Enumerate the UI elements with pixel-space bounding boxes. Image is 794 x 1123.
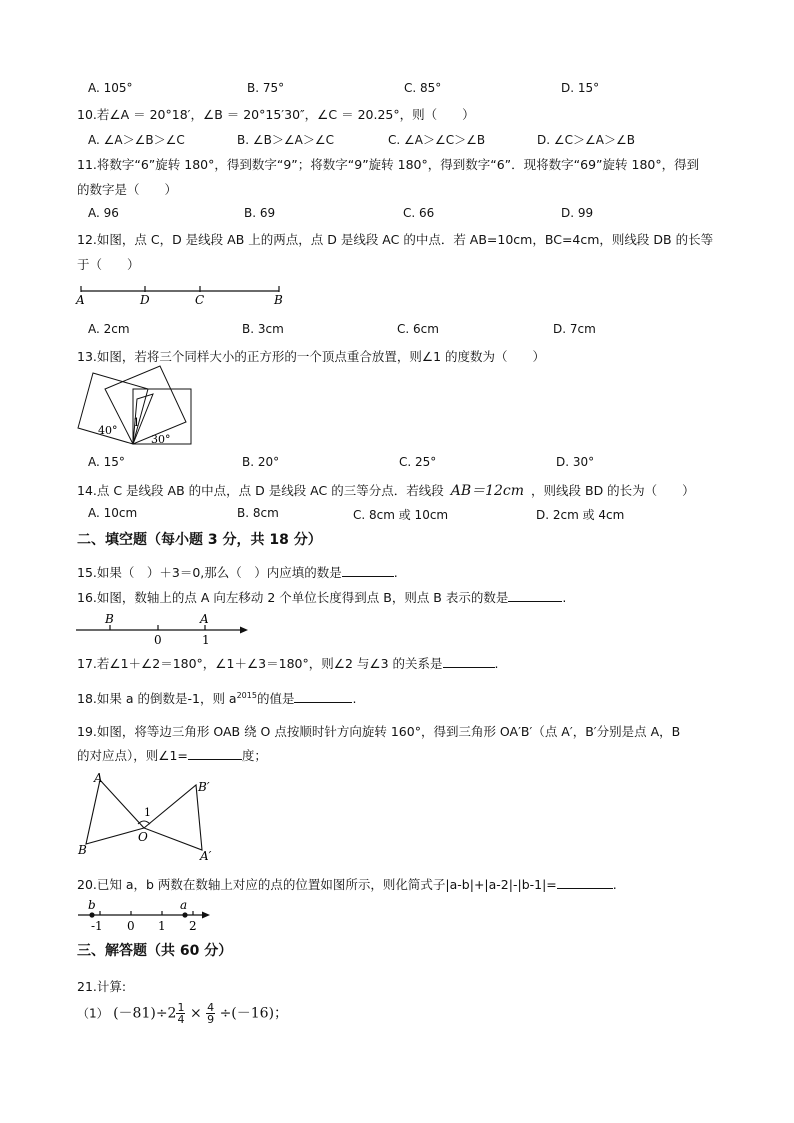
- q14-option-a: A. 10cm: [88, 506, 138, 520]
- q13-angle-40: 40°: [98, 424, 118, 437]
- q19-label-1: 1: [144, 806, 151, 819]
- q11-option-d: D. 99: [561, 206, 594, 220]
- q21-part1-expr-a: (－81)÷2: [113, 1005, 177, 1022]
- q16: [77, 588, 566, 606]
- q20-stem: 20.已知 a，b 两数在数轴上对应的点的位置如图所示，则化简式子|a-b|+|a-2|-|b-1|=: [77, 877, 557, 892]
- q12-option-d: D. 7cm: [553, 322, 596, 336]
- q21-stem: 21.计算:: [77, 979, 127, 994]
- q12-label-c: C: [195, 293, 205, 307]
- q14-stem-pre: 14.点 C 是线段 AB 的中点，点 D 是线段 AC 的三等分点．若线段: [77, 483, 444, 498]
- q14-option-d: D. 2cm 或 4cm: [536, 508, 625, 522]
- q14-stem-post: ，则线段 BD 的长为（ ）: [531, 483, 695, 498]
- q9-option-d: D. 15°: [561, 81, 600, 95]
- q19-triangles-figure: [74, 770, 224, 865]
- q12-label-b: B: [274, 293, 283, 307]
- q12-label-d: D: [140, 293, 150, 307]
- q21-part1-label: （1）: [77, 1006, 109, 1021]
- q15: [77, 563, 398, 581]
- q13-option-b: B. 20°: [242, 455, 280, 469]
- q18: [77, 689, 356, 707]
- q16-number-line: [74, 610, 254, 648]
- q21-part1-expr-b: ÷(－16)；: [219, 1005, 289, 1022]
- q21-fraction: $\frac{4}{9}$: [207, 1001, 215, 1026]
- q11-option-c: C. 66: [403, 206, 435, 220]
- q20-tick-2: 2: [189, 919, 197, 933]
- q16-label-a: A: [200, 612, 209, 626]
- q14-option-c: C. 8cm 或 10cm: [353, 508, 449, 522]
- q11-option-a: A. 96: [88, 206, 119, 220]
- q13-squares-figure: [74, 364, 196, 452]
- q19-label-o: O: [138, 830, 148, 844]
- q10-option-a: A. ∠A＞∠B＞∠C: [88, 133, 185, 147]
- q12-option-b: B. 3cm: [242, 322, 284, 336]
- q11-option-b: B. 69: [244, 206, 276, 220]
- q12-stem-line2: 于（ ）: [77, 257, 140, 272]
- q20-answer-blank[interactable]: [557, 876, 613, 889]
- q9-option-c: C. 85°: [404, 81, 442, 95]
- q20-tick-minus1: -1: [91, 919, 103, 933]
- q14-option-b: B. 8cm: [237, 506, 279, 520]
- q9-option-a: A. 105°: [88, 81, 133, 95]
- q17-end: .: [494, 656, 499, 671]
- q15-end: .: [393, 565, 398, 580]
- q12-option-c: C. 6cm: [397, 322, 439, 336]
- q19-label-a-prime: A′: [200, 849, 212, 863]
- q19-label-b: B: [78, 843, 87, 857]
- q19-stem-line1: 19.如图，将等边三角形 OAB 绕 O 点按顺时针方向旋转 160°，得到三角形 OA′B′（点 A′，B′分别是点 A，B: [77, 724, 681, 739]
- q20-number-line: [76, 897, 216, 933]
- q9-option-b: B. 75°: [247, 81, 285, 95]
- q13-angle-30: 30°: [151, 433, 171, 446]
- section-2-title: 二、填空题（每小题 3 分，共 18 分）: [77, 532, 322, 548]
- q13-angle-1: 1: [133, 416, 140, 429]
- q11-stem-line1: 11.将数字“6”旋转 180°，得到数字“9”；将数字“9”旋转 180°，得到数字“6”．现将数字“69”旋转 180°，得到: [77, 157, 700, 172]
- q12-segment-figure: [74, 282, 289, 310]
- q12-stem-line1: 12.如图，点 C，D 是线段 AB 上的两点，点 D 是线段 AC 的中点．若 AB=10cm，BC=4cm，则线段 DB 的长等: [77, 232, 714, 247]
- q12-option-a: A. 2cm: [88, 322, 130, 336]
- q13-stem: 13.如图，若将三个同样大小的正方形的一个顶点重合放置，则∠1 的度数为（ ）: [77, 349, 546, 364]
- q17: [77, 654, 498, 672]
- q16-tick-0: 0: [154, 633, 162, 647]
- q14-stem: [77, 480, 695, 500]
- q19-label-b-prime: B′: [198, 780, 210, 794]
- q21-part1: [77, 1002, 288, 1025]
- q13-option-a: A. 15°: [88, 455, 125, 469]
- q11-stem-line2: 的数字是（ ）: [77, 182, 178, 197]
- q13-option-c: C. 25°: [399, 455, 437, 469]
- q17-stem: 17.若∠1＋∠2＝180°，∠1＋∠3＝180°，则∠2 与∠3 的关系是: [77, 656, 443, 671]
- q19-label-a: A: [94, 771, 103, 785]
- q10-option-c: C. ∠A＞∠C＞∠B: [388, 133, 486, 147]
- q16-tick-1: 1: [202, 633, 210, 647]
- q20-tick-0: 0: [127, 919, 135, 933]
- q20-label-b: b: [88, 898, 96, 912]
- q16-stem: 16.如图，数轴上的点 A 向左移动 2 个单位长度得到点 B，则点 B 表示的数是: [77, 590, 509, 605]
- q12-label-a: A: [76, 293, 85, 307]
- q18-stem-pre: 18.如果 a 的倒数是-1，则 a: [77, 691, 237, 706]
- q20-end: .: [612, 877, 617, 892]
- q20-label-a: a: [180, 898, 188, 912]
- q16-end: .: [562, 590, 567, 605]
- q14-stem-math: AB＝12cm: [450, 483, 525, 499]
- q16-label-b: B: [105, 612, 114, 626]
- q15-stem: 15.如果（ ）＋3＝0,那么（ ）内应填的数是: [77, 565, 342, 580]
- q18-exponent: 2015: [236, 690, 257, 700]
- q21-mixed-fraction: $\frac{1}{4}$: [177, 1001, 185, 1026]
- q10-stem: 10.若∠A ＝ 20°18′，∠B ＝ 20°15′30″，∠C ＝ 20.25°，则（ ）: [77, 107, 475, 122]
- q19-stem-line2: [77, 746, 267, 764]
- q19-stem-line2-pre: 的对应点），则∠1=: [77, 748, 188, 763]
- q19-stem-line2-post: 度；: [241, 748, 267, 763]
- section-3-title: 三、解答题（共 60 分）: [77, 943, 233, 959]
- q10-option-b: B. ∠B＞∠A＞∠C: [237, 133, 334, 147]
- q10-option-d: D. ∠C＞∠A＞∠B: [537, 133, 635, 147]
- q20-tick-1: 1: [158, 919, 166, 933]
- q18-answer-blank[interactable]: [294, 690, 352, 703]
- q13-option-d: D. 30°: [556, 455, 595, 469]
- q18-end: .: [352, 691, 357, 706]
- q20: [77, 875, 617, 893]
- q15-answer-blank[interactable]: [342, 564, 394, 577]
- q18-stem-post: 的值是: [256, 691, 295, 706]
- q17-answer-blank[interactable]: [443, 655, 495, 668]
- q19-answer-blank[interactable]: [188, 747, 242, 760]
- q16-answer-blank[interactable]: [508, 589, 562, 602]
- q21-times: ×: [189, 1005, 202, 1022]
